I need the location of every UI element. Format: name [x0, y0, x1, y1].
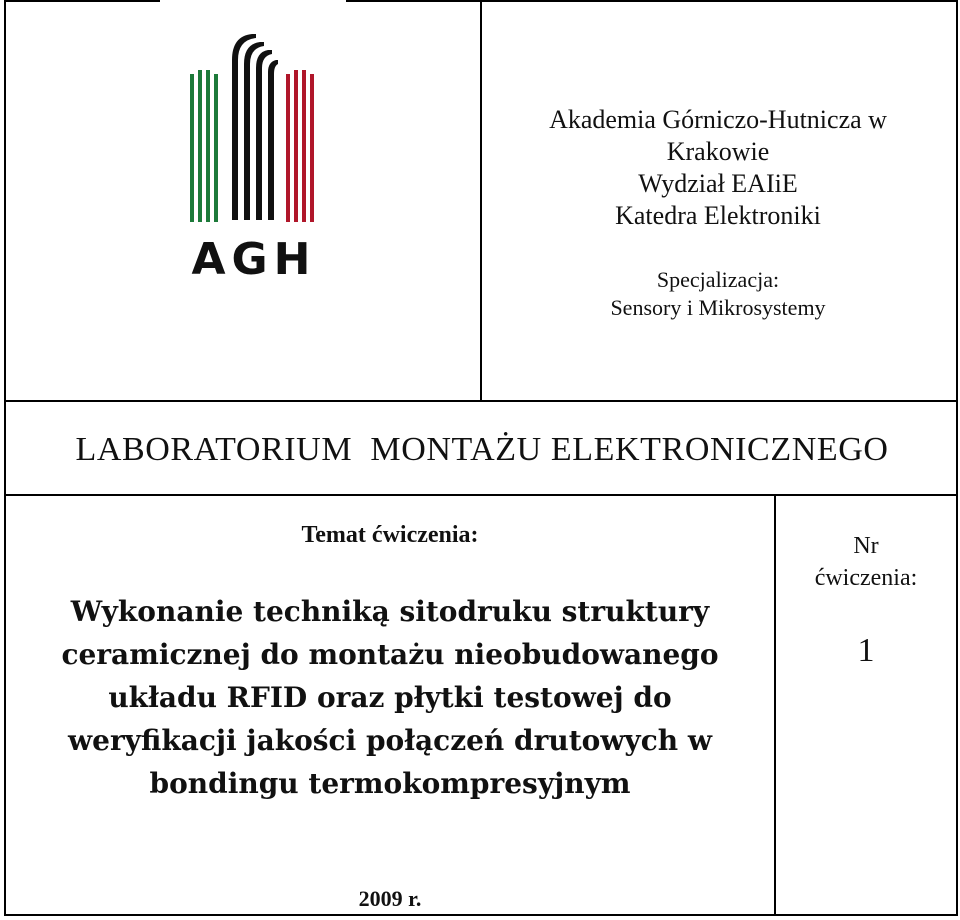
topic-text — [6, 590, 774, 805]
topic-line: bondingu termokompresyjnym — [149, 767, 631, 800]
logo-red-bars — [286, 70, 314, 222]
top-border-left — [4, 0, 160, 2]
specialization-block — [482, 266, 954, 322]
logo-green-bars — [190, 70, 218, 222]
topic-line: weryfikacji jakości połączeń drutowych w — [68, 724, 712, 757]
logo-black-bars — [232, 34, 278, 220]
lab-title-text: LABORATORIUM MONTAŻU ELEKTRONICZNEGO — [75, 431, 889, 468]
university-name-line1: Akademia Górniczo-Hutnicza w — [549, 105, 887, 134]
exercise-number-label-line1: Nr — [853, 533, 879, 559]
exercise-number-label — [776, 530, 956, 594]
exercise-number-label-line2: ćwiczenia: — [814, 565, 918, 591]
header-bottom-rule — [4, 400, 958, 402]
specialization-value: Sensory i Mikrosystemy — [610, 295, 826, 320]
topic-line: układu RFID oraz płytki testowej do — [108, 681, 672, 714]
year: 2009 r. — [358, 886, 422, 911]
department-name: Katedra Elektroniki — [615, 201, 821, 230]
topic-line: Wykonanie techniką sitodruku struktury — [70, 595, 710, 628]
lab-title — [6, 404, 958, 496]
top-border-right — [346, 0, 958, 2]
faculty-name: Wydział EAIiE — [638, 169, 798, 198]
topic-line: ceramicznej do montażu nieobudowanego — [61, 638, 719, 671]
specialization-label: Specjalizacja: — [656, 267, 780, 292]
topic-label: Temat ćwiczenia: — [301, 522, 479, 548]
exercise-number-value: 1 — [857, 632, 875, 669]
university-name-line2: Krakowie — [666, 137, 770, 166]
university-info — [482, 104, 954, 232]
agh-logo — [186, 30, 322, 282]
logo-wordmark: AGH — [191, 234, 317, 282]
